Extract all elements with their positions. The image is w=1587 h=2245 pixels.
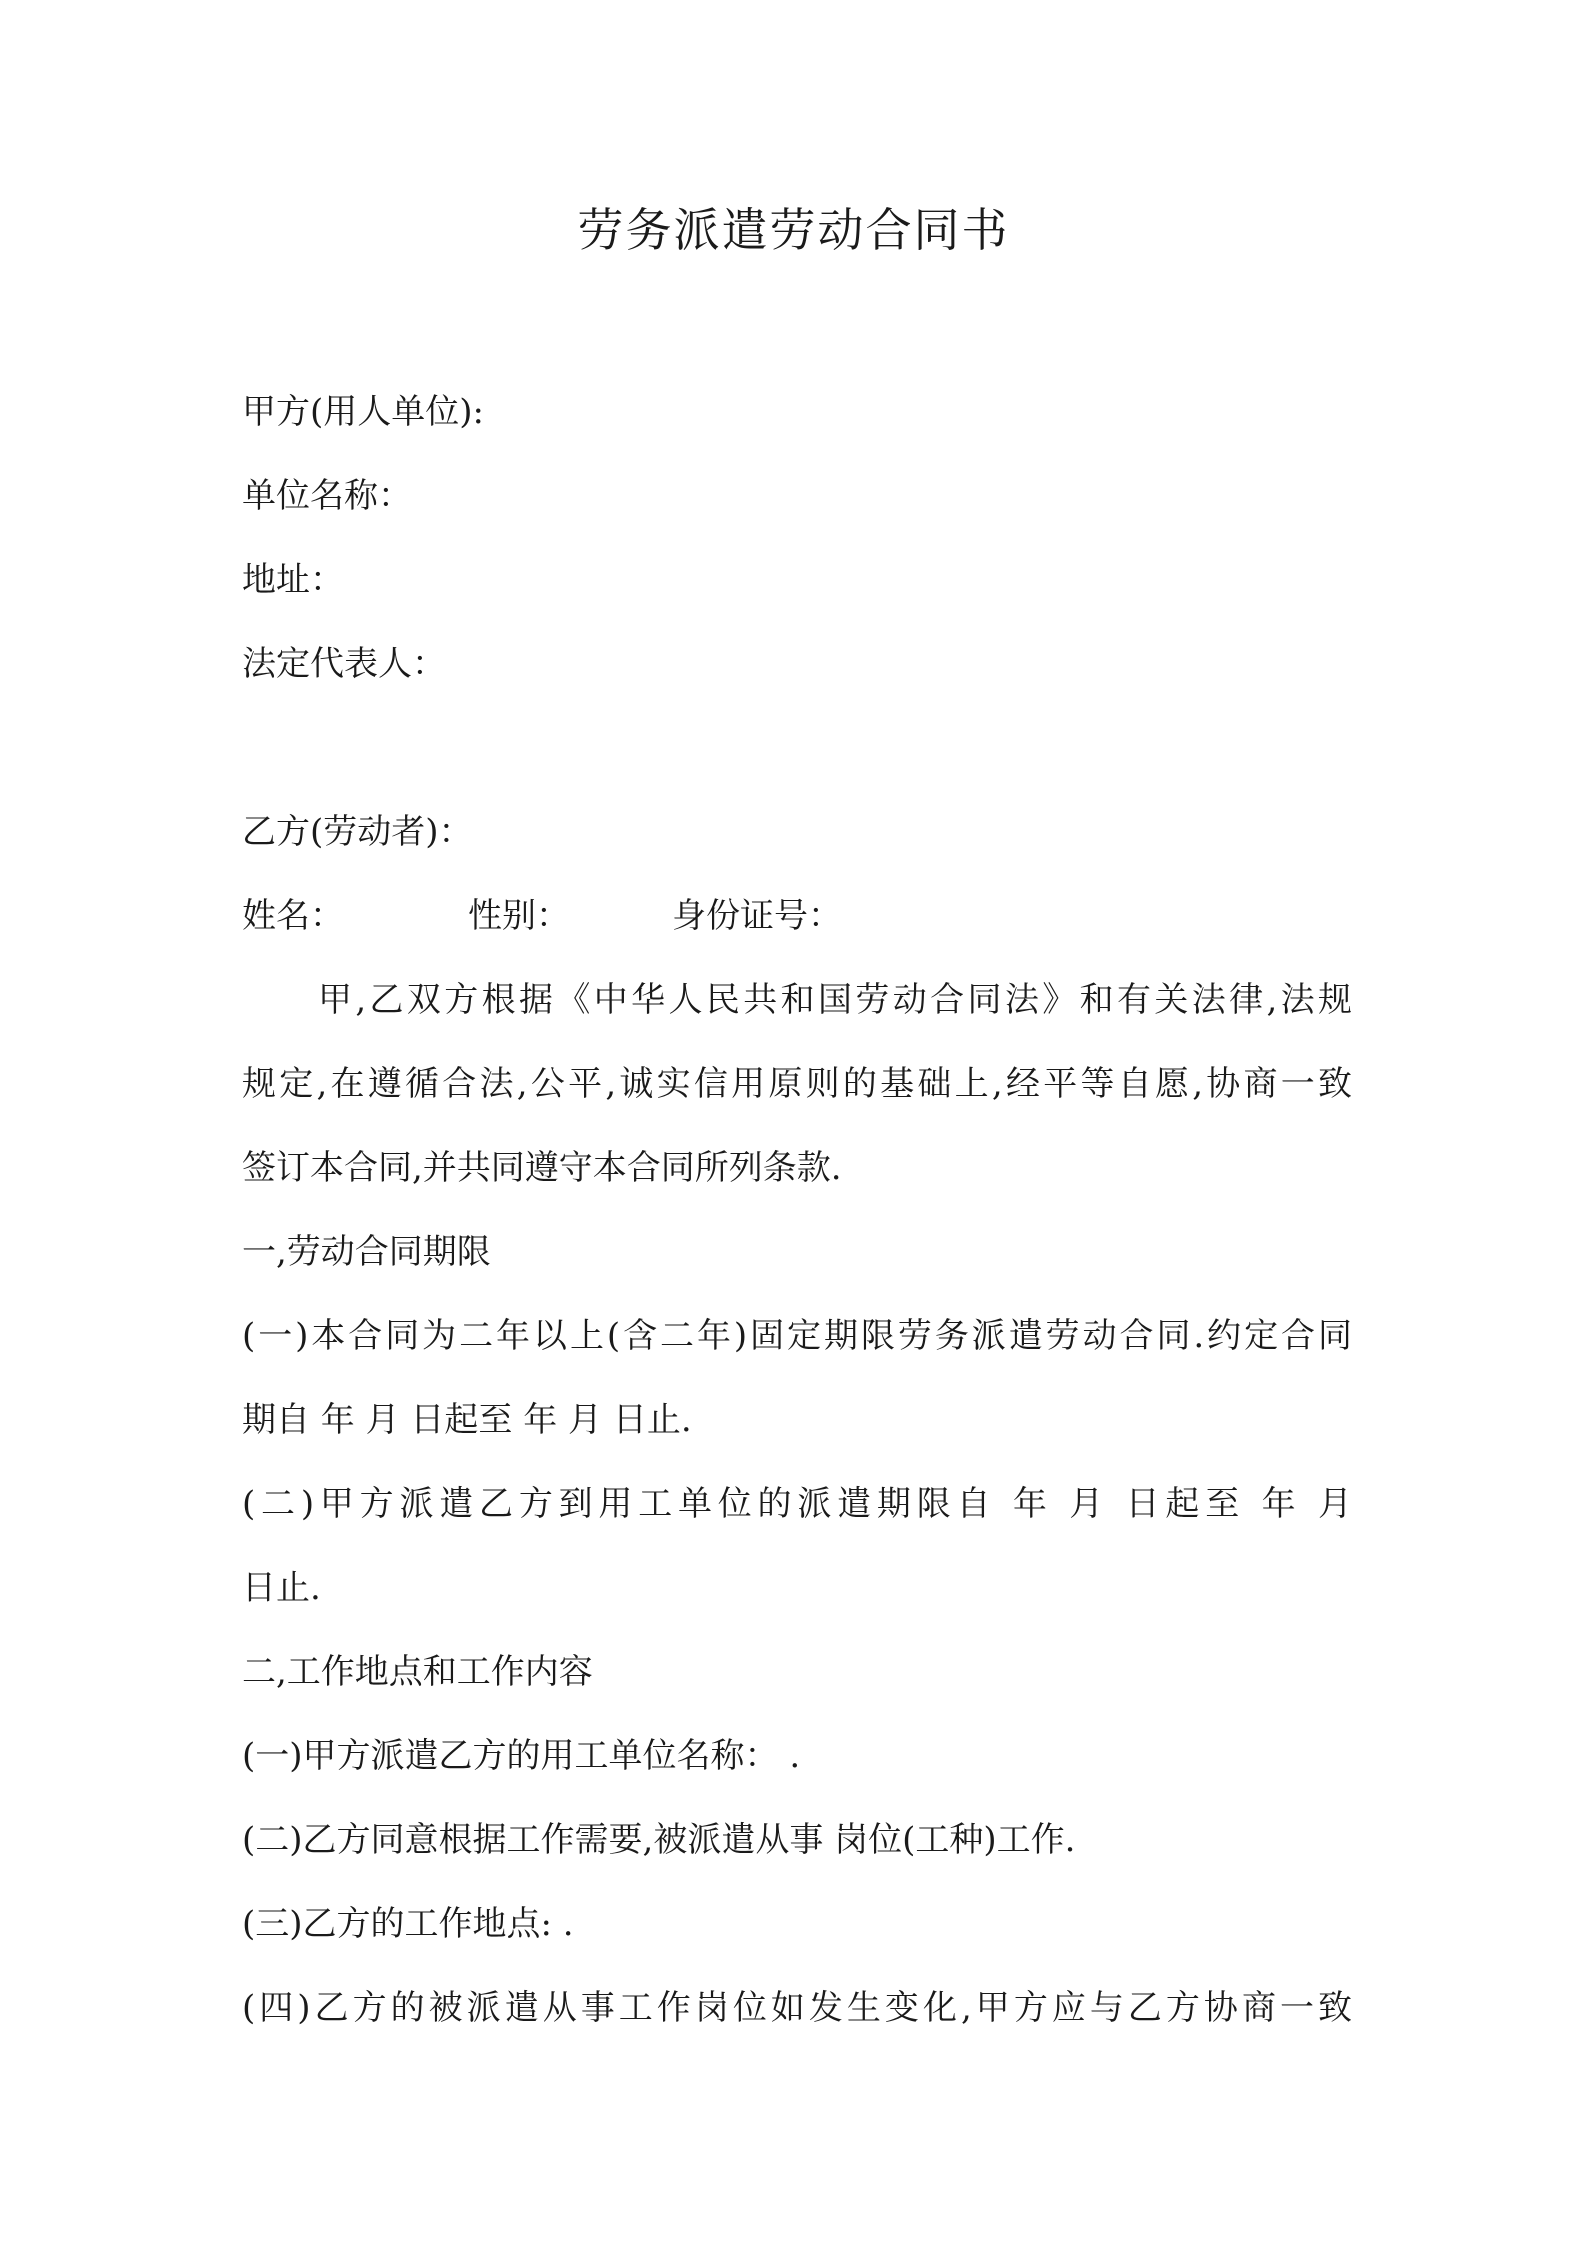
section-1-heading: 一,劳动合同期限 <box>242 1232 491 1272</box>
section-1-item-1-line-1: (一)本合同为二年以上(含二年)固定期限劳务派遣劳动合同.约定合同 <box>242 1316 1352 1356</box>
section-1-item-1-line-2: 期自 年 月 日起至 年 月 日止. <box>242 1400 692 1440</box>
gender-label: 性别： <box>468 896 570 936</box>
section-2-item-1: (一)甲方派遣乙方的用工单位名称： . <box>242 1736 801 1776</box>
document-title: 劳务派遣劳动合同书 <box>577 203 1010 257</box>
address-label: 地址： <box>242 560 344 600</box>
party-b-fields <box>242 874 1352 958</box>
preamble-line-1: 甲,乙双方根据《中华人民共和国劳动合同法》和有关法律,法规 <box>318 980 1352 1020</box>
id-label: 身份证号： <box>672 896 842 936</box>
party-b-heading: 乙方(劳动者)： <box>242 812 473 852</box>
section-1-item-2-line-2: 日止. <box>242 1568 321 1608</box>
preamble-line-3: 签订本合同,并共同遵守本合同所列条款. <box>242 1148 842 1188</box>
section-spacer <box>242 706 1352 790</box>
section-2-heading: 二,工作地点和工作内容 <box>242 1652 593 1692</box>
party-a-heading: 甲方(用人单位): <box>242 392 484 432</box>
legal-rep-label: 法定代表人： <box>242 644 446 684</box>
preamble-line-2: 规定,在遵循合法,公平,诚实信用原则的基础上,经平等自愿,协商一致 <box>242 1064 1352 1104</box>
section-1-item-2-line-1: (二)甲方派遣乙方到用工单位的派遣期限自 年 月 日起至 年 月 <box>242 1484 1352 1524</box>
section-2-item-3: (三)乙方的工作地点: . <box>242 1904 574 1944</box>
unit-name-label: 单位名称： <box>242 476 412 516</box>
section-2-item-2: (二)乙方同意根据工作需要,被派遣从事 岗位(工种)工作. <box>242 1820 1076 1860</box>
section-2-item-4-line-1: (四)乙方的被派遣从事工作岗位如发生变化,甲方应与乙方协商一致 <box>242 1988 1352 2028</box>
name-label: 姓名： <box>242 896 344 936</box>
document-body <box>242 370 1352 2050</box>
